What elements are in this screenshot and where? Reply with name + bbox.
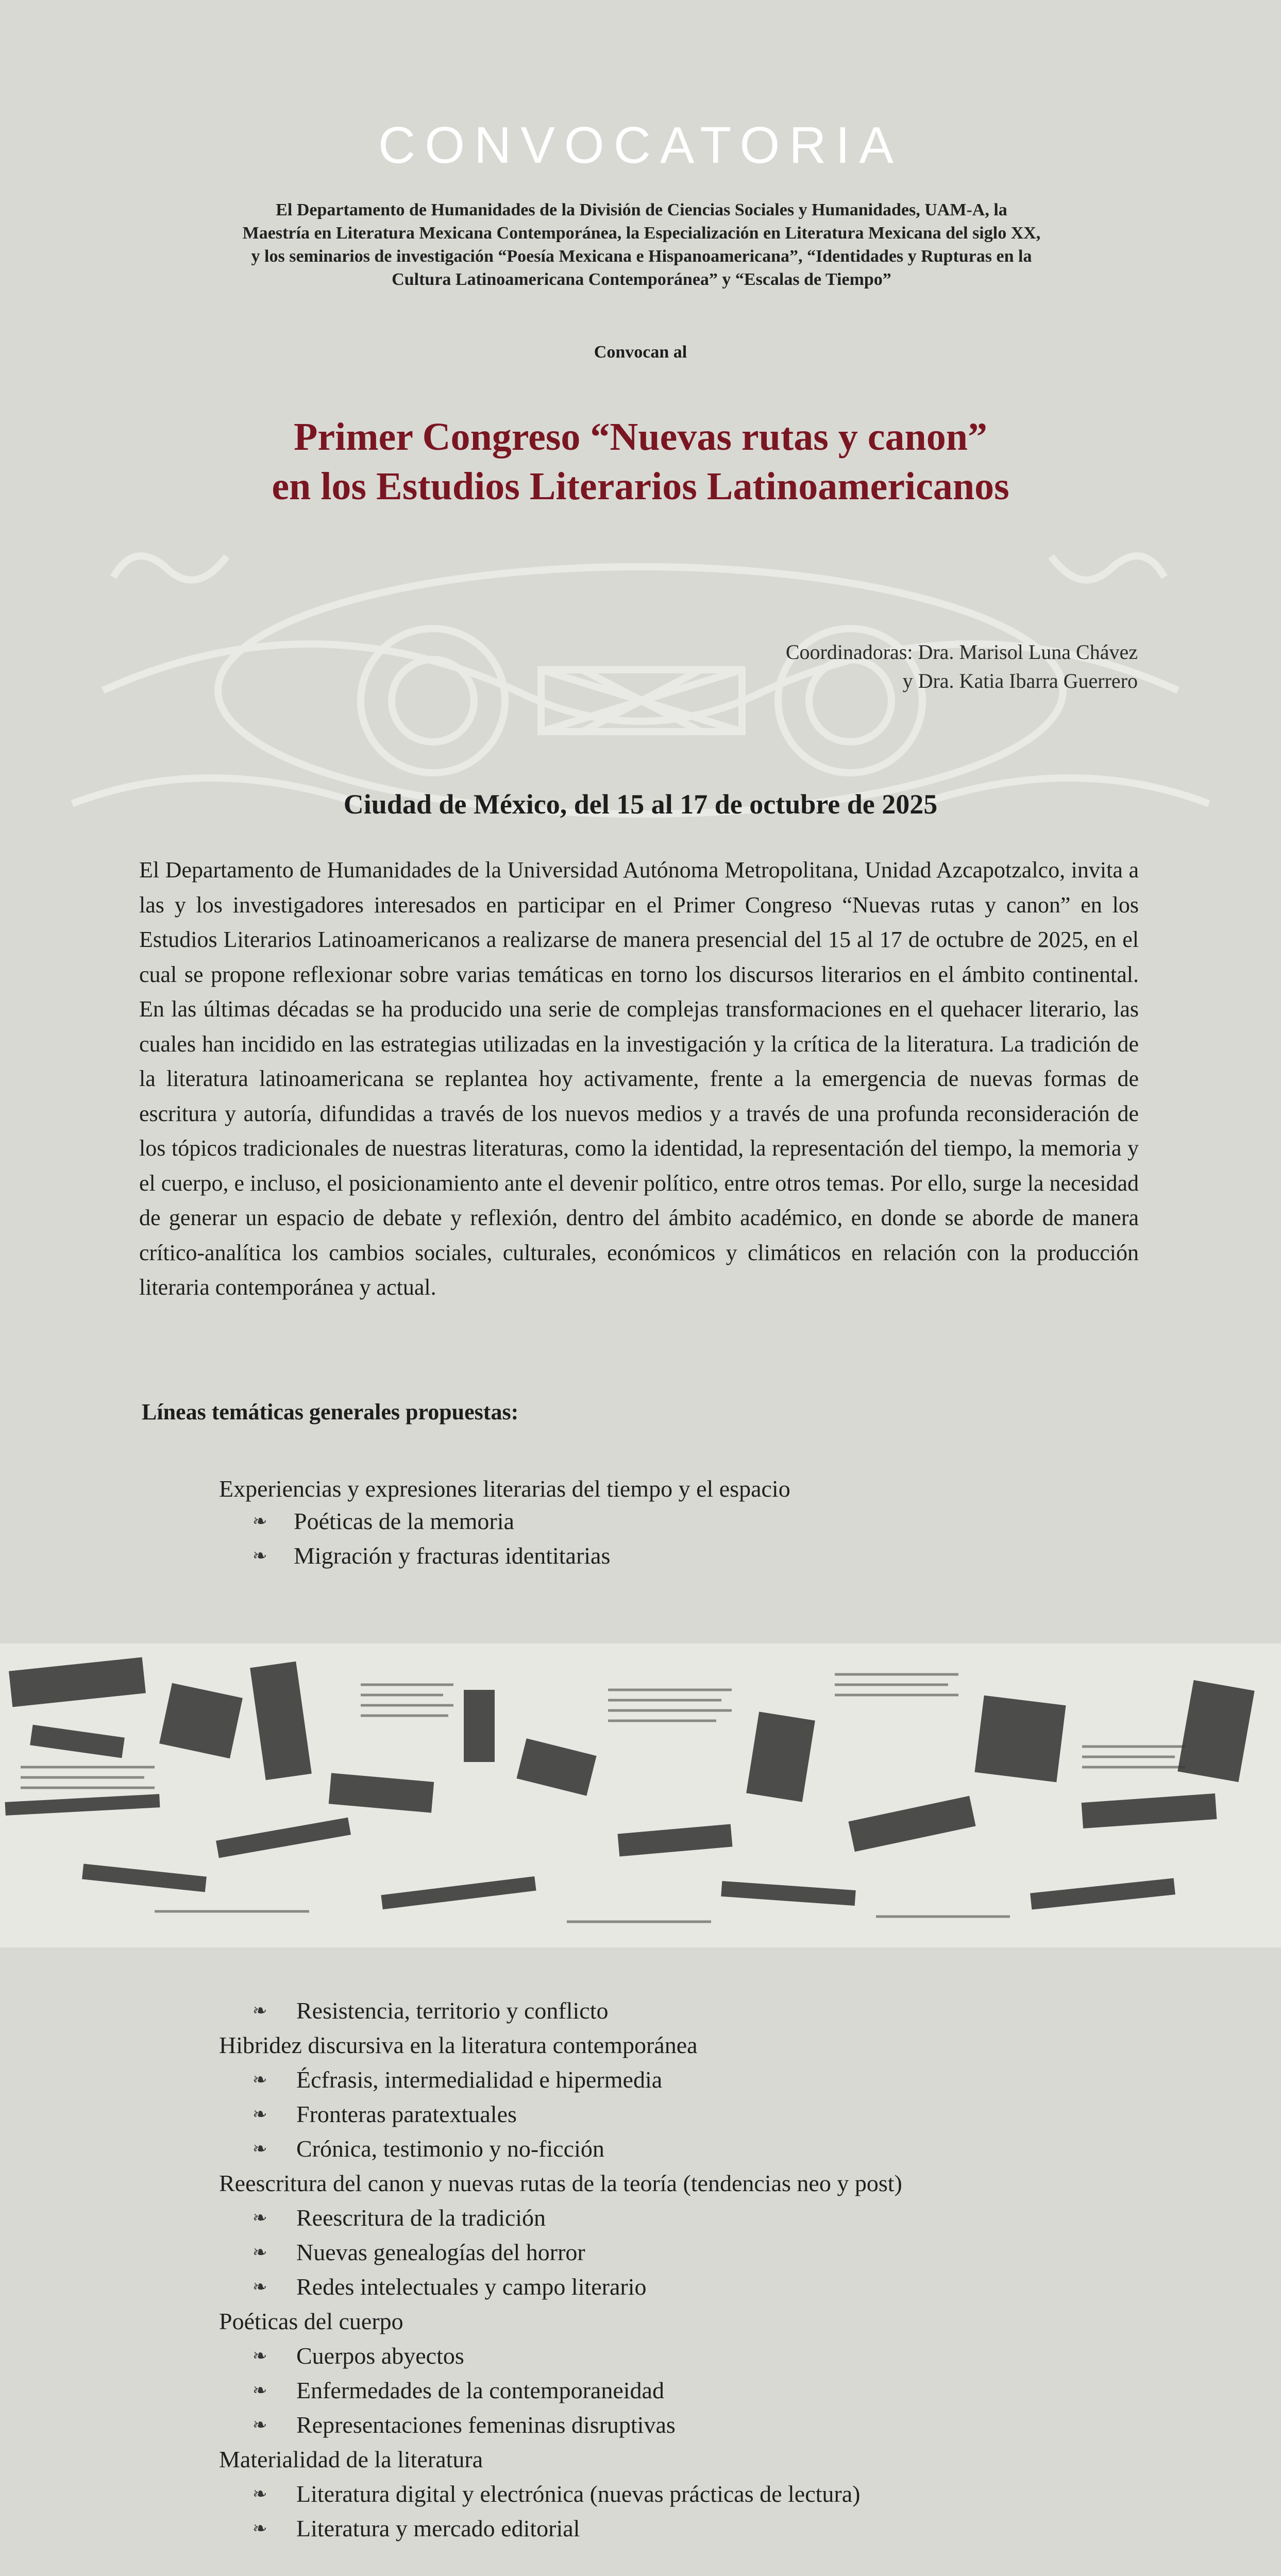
poster-title: CONVOCATORIA [378,116,903,174]
topic-heading: Reescritura del canon y nuevas rutas de la teoría (tendencias neo y post) [219,2170,902,2196]
congress-title [0,412,1281,511]
bullet-icon: ❧ [252,2518,267,2539]
coordinators [786,638,1138,696]
topic-subitem: Migración y fracturas identitarias [294,1543,611,1569]
intro-text [119,198,1165,291]
topic-subitem: Écfrasis, intermedialidad e hipermedia [296,2066,663,2093]
topic-subitem: Poéticas de la memoria [294,1508,514,1534]
coordinator-line: Coordinadoras: Dra. Marisol Luna Chávez [785,640,1138,664]
topic-subitem: Enfermedades de la contemporaneidad [296,2377,664,2403]
call-paragraph: El Departamento de Humanidades de la Universidad Autónoma Metropolitana, Unidad Azcapotzalco, invita a las y los investigadores interesados en participar en el Primer Congreso “Nuevas rutas y canon” en los Estudios Literarios Latinoamericanos a realizarse de manera presencial del 15 al 17 de octubre de 2025, en el cual se propone reflexionar sobre varias temáticas en torno los discursos literarios en el ámbito continental. En las últimas décadas se ha producido una serie de complejas transformaciones en el quehacer literario, las cuales han incidido en las estrategias utilizadas en la investigación y la crítica de la literatura. La tradición de la literatura latinoamericana se replantea hoy activamente, frente a la emergencia de nuevas formas de escritura y autoría, difundidas a través de los nuevos medios y a través de una profunda reconsideración de los tópicos tradicionales de nuestras literaturas, como la identidad, la representación del tiempo, la memoria y el cuerpo, e incluso, el posicionamiento ante el devenir político, entre otros temas. Por ello, surge la necesidad de generar un espacio de debate y reflexión, dentro del ámbito académico, en donde se aborde de manera crítico-analítica los cambios sociales, culturales, económicos y climáticos en relación con la producción literaria contemporánea y actual. [139,857,1139,1300]
topic-heading: Materialidad de la literatura [219,2446,483,2472]
bullet-icon: ❧ [252,2484,267,2504]
bullet-icon: ❧ [252,2415,267,2435]
topic-subitem: Crónica, testimonio y no-ficción [296,2136,604,2162]
topic-subitem: Cuerpos abyectos [296,2343,464,2369]
intro-line: y los seminarios de investigación “Poesía Mexicana e Hispanoamericana”, “Identidades y Rupturas en la [251,247,1032,266]
topic-subitem: Literatura digital y electrónica (nuevas prácticas de lectura) [296,2481,861,2507]
collage-graphic [0,1643,1281,1947]
event-date-location: Ciudad de México, del 15 al 17 de octubre de 2025 [343,789,938,820]
bullet-icon: ❧ [252,1546,267,1566]
bullet-icon: ❧ [252,2208,267,2228]
bullet-icon: ❧ [252,1511,267,1532]
topic-subitem: Redes intelectuales y campo literario [296,2274,647,2300]
bullet-icon: ❧ [252,2104,267,2125]
topic-subitem: Reescritura de la tradición [296,2205,546,2231]
bullet-icon: ❧ [252,2070,267,2090]
topic-heading: Poéticas del cuerpo [219,2308,403,2334]
intro-line: Maestría en Literatura Mexicana Contemporánea, la Especialización en Literatura Mexicana del siglo XX, [242,224,1041,243]
convocan-label: Convocan al [594,343,687,362]
bullet-icon: ❧ [252,2001,267,2021]
bullet-icon: ❧ [252,2277,267,2297]
topic-subitem: Literatura y mercado editorial [296,2515,580,2541]
bullet-icon: ❧ [252,2346,267,2366]
bullet-icon: ❧ [252,2380,267,2401]
thematic-lines-title: Líneas temáticas generales propuestas: [142,1399,519,1425]
congress-title-line: en los Estudios Literarios Latinoamericanos [272,465,1009,508]
coordinator-line: y Dra. Katia Ibarra Guerrero [902,669,1138,692]
bullet-icon: ❧ [252,2139,267,2159]
topic-subitem: Resistencia, territorio y conflicto [296,1997,609,2024]
topic-subitem: Representaciones femeninas disruptivas [296,2412,676,2438]
bullet-icon: ❧ [252,2242,267,2263]
topic-heading: Experiencias y expresiones literarias del tiempo y el espacio [219,1476,790,1502]
topic-subitem: Nuevas genealogías del horror [296,2239,585,2265]
newspaper-collage-image [0,1643,1281,1947]
intro-line: El Departamento de Humanidades de la División de Ciencias Sociales y Humanidades, UAM-A, la [276,200,1007,219]
congress-title-line: Primer Congreso “Nuevas rutas y canon” [293,415,988,459]
intro-line: Cultura Latinoamericana Contemporánea” y “Escalas de Tiempo” [392,270,891,289]
topic-subitem: Fronteras paratextuales [296,2101,517,2127]
topic-heading: Hibridez discursiva en la literatura contemporánea [219,2032,698,2058]
